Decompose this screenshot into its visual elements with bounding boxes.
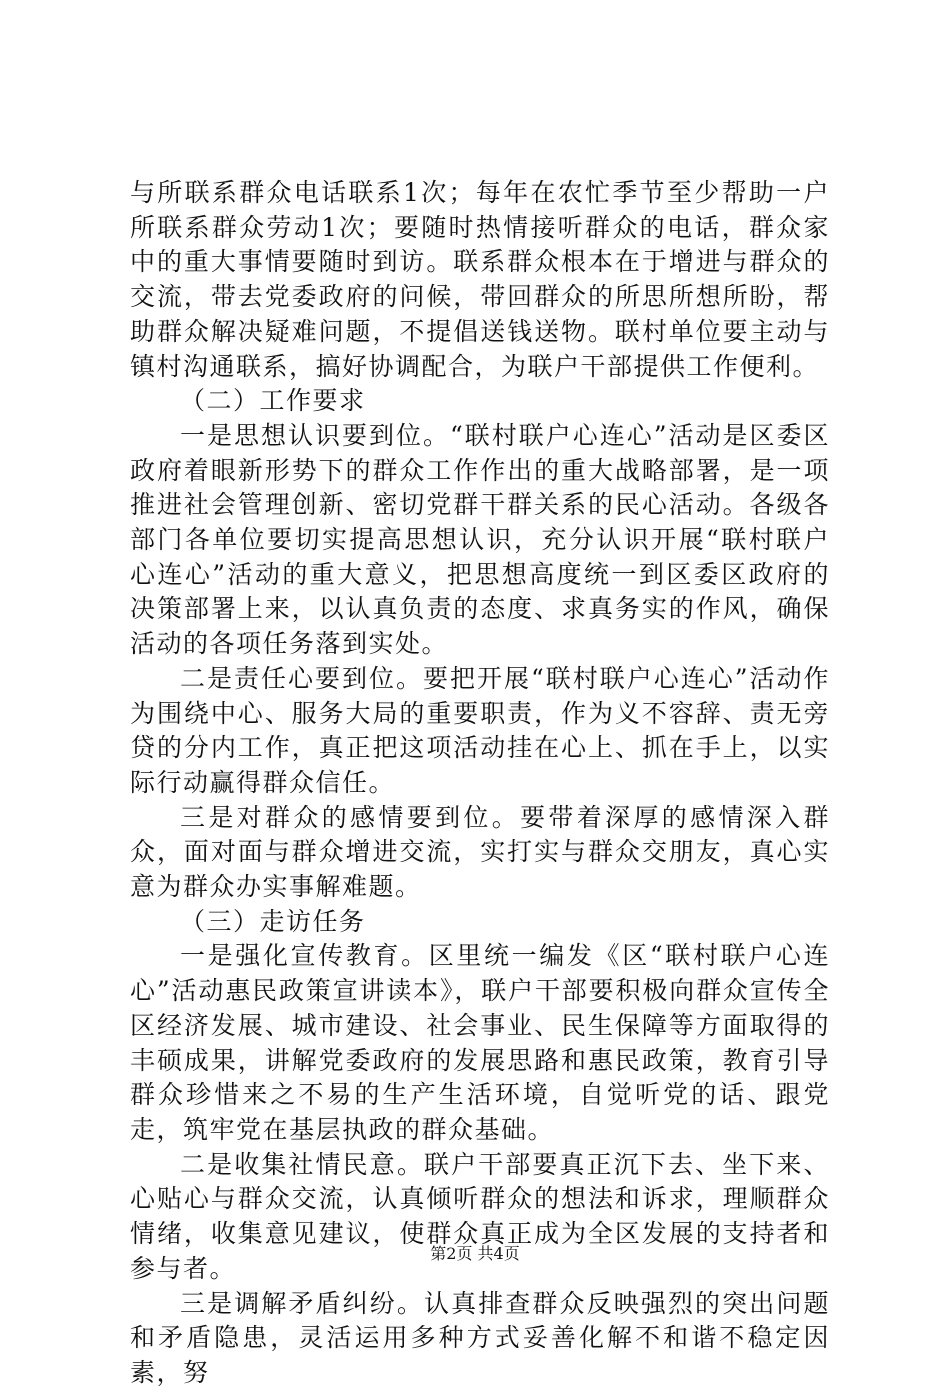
paragraph-publicity-education: 一是强化宣传教育。区里统一编发《区“联村联户心连心”活动惠民政策宣讲读本》，联户干部要积极向群众宣传全区经济发展、城市建设、社会事业、民生保障等方面取得的丰硕成果，讲解党委政府的发展思路和惠民政策，教育引导群众珍惜来之不易的生产生活环境，自觉听党的话、跟党走，筑牢党在基层执政的群众基础。	[130, 941, 830, 1144]
paragraph-continuation: 与所联系群众电话联系1次；每年在农忙季节至少帮助一户所联系群众劳动1次；要随时热情接听群众的电话，群众家中的重大事情要随时到访。联系群众根本在于增进与群众的交流，带去党委政府的问候，带回群众的所思所想所盼，帮助群众解决疑难问题，不提倡送钱送物。联村单位要主动与镇村沟通联系，搞好协调配合，为联户干部提供工作便利。	[130, 178, 830, 381]
paragraph-feelings-for-masses: 三是对群众的感情要到位。要带着深厚的感情深入群众，面对面与群众增进交流，实打实与群众交朋友，真心实意为群众办实事解难题。	[130, 802, 830, 902]
paragraph-responsibility: 二是责任心要到位。要把开展“联村联户心连心”活动作为围绕中心、服务大局的重要职责，作为义不容辞、责无旁贷的分内工作，真正把这项活动挂在心上、抓在手上，以实际行动赢得群众信任。	[130, 663, 830, 797]
section-heading-visit-tasks: （三）走访任务	[180, 906, 366, 936]
paragraph-ideological-awareness: 一是思想认识要到位。“联村联户心连心”活动是区委区政府着眼新形势下的群众工作作出的重大战略部署，是一项推进社会管理创新、密切党群干群关系的民心活动。各级各部门各单位要切实提高思想认识，充分认识开展“联村联户心连心”活动的重大意义，把思想高度统一到区委区政府的决策部署上来，以认真负责的态度、求真务实的作风，确保活动的各项任务落到实处。	[130, 420, 830, 659]
section-heading-work-requirements: （二）工作要求	[180, 386, 366, 416]
document-body	[130, 176, 830, 1391]
paragraph-collect-public-opinion: 二是收集社情民意。联户干部要真正沉下去、坐下来、心贴心与群众交流，认真倾听群众的想法和诉求，理顺群众情绪，收集意见建议，使群众真正成为全区发展的支持者和参与者。	[130, 1149, 830, 1283]
page-number-footer: 第2页 共4页	[430, 1244, 520, 1263]
paragraph-mediate-disputes: 三是调解矛盾纠纷。认真排查群众反映强烈的突出问题和矛盾隐患，灵活运用多种方式妥善化解不和谐不稳定因素，努	[130, 1288, 830, 1387]
